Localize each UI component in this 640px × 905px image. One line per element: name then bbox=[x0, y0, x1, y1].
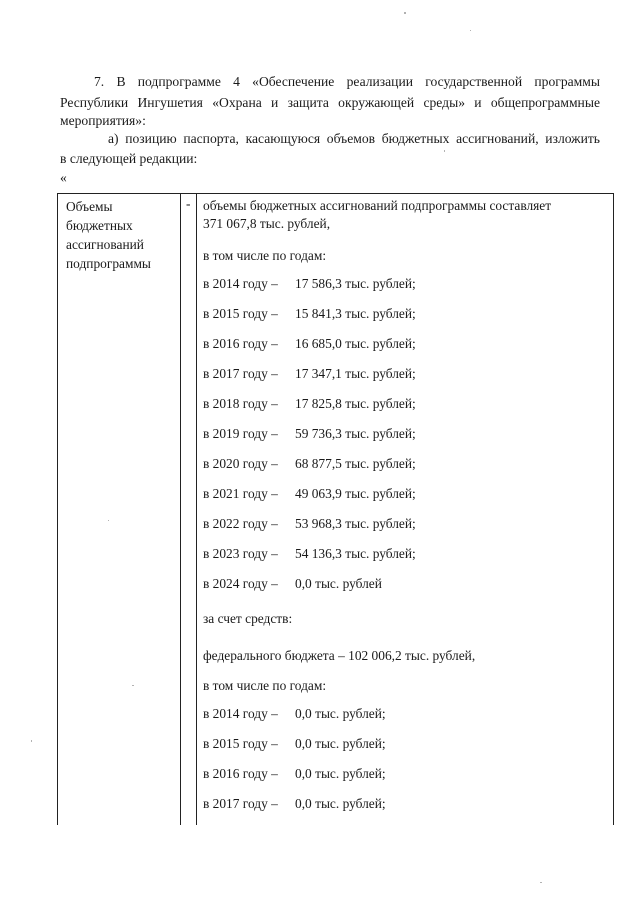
year-row bbox=[203, 366, 416, 382]
label-line: Объемы bbox=[66, 199, 113, 214]
year-amount: 17 586,3 тыс. рублей; bbox=[295, 276, 416, 291]
year-row bbox=[203, 576, 382, 592]
year-label: в 2017 году – bbox=[203, 796, 278, 811]
year-label: в 2018 году – bbox=[203, 396, 278, 411]
year-label: в 2014 году – bbox=[203, 706, 278, 721]
year-amount: 0,0 тыс. рублей; bbox=[295, 706, 386, 721]
year-row bbox=[203, 486, 416, 502]
year-label: в 2017 году – bbox=[203, 366, 278, 381]
intro-line-1: 7. В подпрограмме 4 «Обеспечение реализации государственной программы bbox=[94, 74, 600, 89]
table-divider-2 bbox=[196, 193, 197, 825]
year-row bbox=[203, 396, 416, 412]
year-amount: 53 968,3 тыс. рублей; bbox=[295, 516, 416, 531]
table-dash: - bbox=[186, 196, 191, 211]
year-label: в 2019 году – bbox=[203, 426, 278, 441]
year-row bbox=[203, 516, 416, 532]
year-row bbox=[203, 796, 386, 812]
intro-line-2: Республики Ингушетия «Охрана и защита окружающей среды» и общепрограммные bbox=[60, 95, 600, 110]
label-line: подпрограммы bbox=[66, 256, 151, 271]
label-line: ассигнований bbox=[66, 237, 144, 252]
by-years-label-2: в том числе по годам: bbox=[203, 678, 327, 693]
year-amount: 59 736,3 тыс. рублей; bbox=[295, 426, 416, 441]
year-amount: 0,0 тыс. рублей; bbox=[295, 766, 386, 781]
year-amount: 0,0 тыс. рублей; bbox=[295, 736, 386, 751]
year-label: в 2022 году – bbox=[203, 516, 278, 531]
year-amount: 16 685,0 тыс. рублей; bbox=[295, 336, 416, 351]
year-label: в 2014 году – bbox=[203, 276, 278, 291]
table-left-border bbox=[57, 193, 58, 825]
table-label-cell bbox=[66, 197, 178, 273]
year-amount: 0,0 тыс. рублей; bbox=[295, 796, 386, 811]
year-amount: 54 136,3 тыс. рублей; bbox=[295, 546, 416, 561]
year-row bbox=[203, 736, 386, 752]
funds-label: за счет средств: bbox=[203, 611, 293, 626]
intro-line-3: мероприятия»: bbox=[60, 113, 146, 128]
year-row bbox=[203, 426, 416, 442]
scan-speck bbox=[108, 520, 109, 521]
scan-speck bbox=[470, 30, 471, 31]
year-label: в 2021 году – bbox=[203, 486, 278, 501]
year-amount: 17 347,1 тыс. рублей; bbox=[295, 366, 416, 381]
scan-speck bbox=[540, 882, 542, 883]
table-right-border bbox=[613, 193, 614, 825]
year-amount: 0,0 тыс. рублей bbox=[295, 576, 382, 591]
year-row bbox=[203, 456, 416, 472]
intro-line-5: в следующей редакции: bbox=[60, 151, 198, 166]
year-label: в 2020 году – bbox=[203, 456, 278, 471]
year-amount: 15 841,3 тыс. рублей; bbox=[295, 306, 416, 321]
year-amount: 68 877,5 тыс. рублей; bbox=[295, 456, 416, 471]
quote-open: « bbox=[60, 170, 67, 185]
scan-speck bbox=[444, 150, 445, 152]
year-row bbox=[203, 276, 416, 292]
year-label: в 2015 году – bbox=[203, 736, 278, 751]
year-row bbox=[203, 546, 416, 562]
by-years-label: в том числе по годам: bbox=[203, 248, 327, 263]
year-row bbox=[203, 336, 416, 352]
scan-speck bbox=[31, 740, 32, 742]
table-top-border bbox=[57, 193, 614, 194]
table-divider-1 bbox=[180, 193, 181, 825]
total-line-1: объемы бюджетных ассигнований подпрограммы составляет bbox=[203, 198, 552, 213]
year-label: в 2023 году – bbox=[203, 546, 278, 561]
year-label: в 2016 году – bbox=[203, 766, 278, 781]
scan-speck bbox=[132, 685, 134, 686]
year-label: в 2024 году – bbox=[203, 576, 278, 591]
year-row bbox=[203, 306, 416, 322]
year-label: в 2015 году – bbox=[203, 306, 278, 321]
label-line: бюджетных bbox=[66, 218, 133, 233]
year-label: в 2016 году – bbox=[203, 336, 278, 351]
federal-label: федерального бюджета – 102 006,2 тыс. рублей, bbox=[203, 648, 476, 663]
year-amount: 17 825,8 тыс. рублей; bbox=[295, 396, 416, 411]
year-row bbox=[203, 706, 386, 722]
year-row bbox=[203, 766, 386, 782]
total-line-2: 371 067,8 тыс. рублей, bbox=[203, 216, 331, 231]
year-amount: 49 063,9 тыс. рублей; bbox=[295, 486, 416, 501]
scan-speck bbox=[404, 12, 406, 14]
intro-line-4: а) позицию паспорта, касающуюся объемов бюджетных ассигнований, изложить bbox=[108, 131, 600, 146]
